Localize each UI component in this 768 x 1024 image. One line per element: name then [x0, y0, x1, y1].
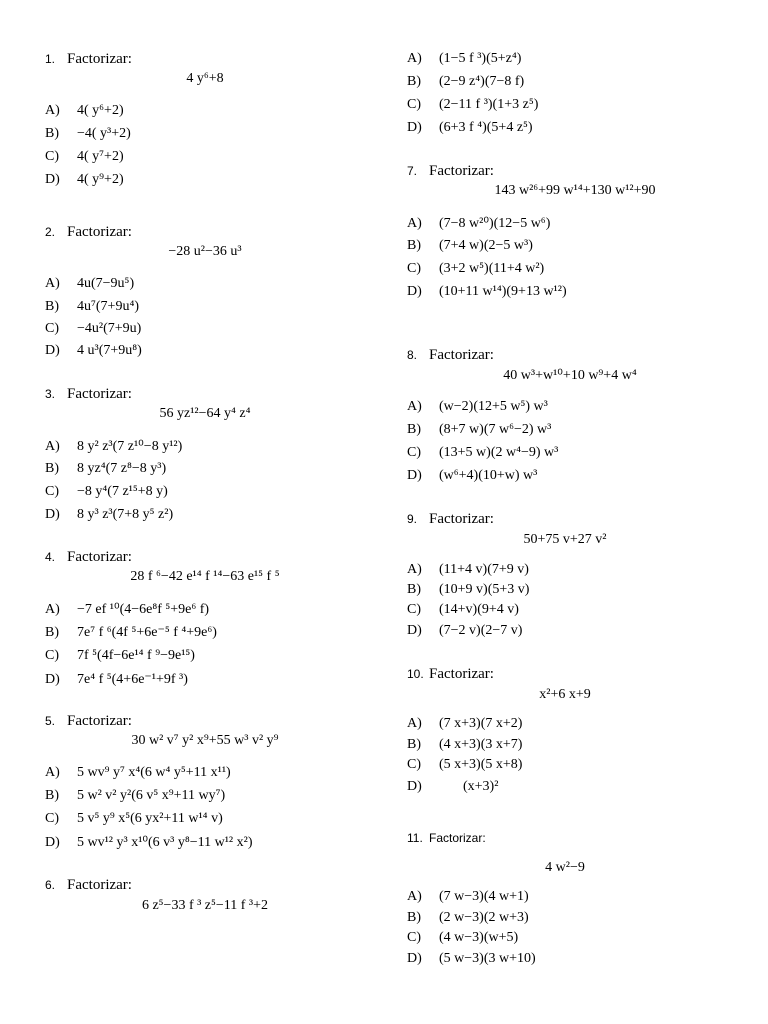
question-number: 2. — [45, 225, 56, 239]
option-expression: (2 w−3)(2 w+3) — [439, 910, 529, 925]
option-expression: (7+4 w)(2−5 w³) — [439, 238, 533, 253]
option-letter: A) — [45, 765, 60, 780]
option-a[interactable] — [407, 51, 521, 67]
option-a[interactable] — [407, 716, 522, 732]
option-letter: B) — [407, 910, 421, 925]
option-expression: (1−5 f ³)(5+z⁴) — [439, 51, 522, 66]
option-expression: (13+5 w)(2 w⁴−9) w³ — [439, 445, 559, 460]
option-b[interactable] — [407, 238, 533, 254]
option-expression: 8 yz⁴(7 z⁸−8 y³) — [77, 461, 167, 476]
option-letter: A) — [407, 216, 422, 231]
option-d[interactable] — [407, 951, 536, 967]
option-expression: (5 w−3)(3 w+10) — [439, 951, 536, 966]
question-prompt: Factorizar: — [67, 51, 132, 67]
question-number: 4. — [45, 550, 56, 564]
option-letter: B) — [45, 126, 59, 141]
question-header — [45, 386, 132, 403]
option-expression: (6+3 f ⁴)(5+4 z⁵) — [439, 120, 533, 135]
option-expression: 5 w² v² y²(6 v⁵ x⁹+11 wy⁷) — [77, 788, 226, 803]
option-expression: (2−11 f ³)(1+3 z⁵) — [439, 97, 539, 112]
option-b[interactable] — [407, 910, 529, 926]
question-header — [45, 51, 132, 68]
option-expression: (14+v)(9+4 v) — [439, 602, 519, 617]
option-d[interactable] — [45, 671, 188, 688]
problem-expression: −28 u²−36 u³ — [168, 244, 242, 259]
option-a[interactable] — [45, 276, 134, 292]
option-letter: D) — [45, 172, 60, 187]
question-prompt: Factorizar: — [429, 163, 494, 179]
option-expression: (10+11 w¹⁴)(9+13 w¹²) — [439, 284, 567, 299]
option-expression: 7e⁷ f ⁶(4f ⁵+6e⁻⁵ f ⁴+9e⁶) — [77, 625, 217, 640]
option-letter: D) — [407, 120, 422, 135]
option-expression: (7 w−3)(4 w+1) — [439, 889, 529, 904]
question-prompt: Factorizar: — [67, 713, 132, 729]
option-letter: C) — [407, 261, 421, 276]
option-letter: D) — [407, 951, 422, 966]
problem-expression: 143 w²⁶+99 w¹⁴+130 w¹²+90 — [494, 183, 656, 198]
option-expression: 5 wv¹² y³ x¹⁰(6 v³ y⁸−11 w¹² x²) — [77, 835, 253, 850]
question-prompt: Factorizar: — [67, 549, 132, 565]
question-prompt: Factorizar: — [429, 831, 486, 845]
option-c[interactable] — [407, 757, 522, 773]
option-a[interactable] — [45, 438, 182, 455]
option-expression: 4u⁷(7+9u⁴) — [77, 299, 139, 314]
question-header — [45, 877, 132, 894]
option-letter: C) — [407, 445, 421, 460]
question-number: 9. — [407, 512, 418, 526]
question-number: 1. — [45, 52, 56, 66]
option-letter: D) — [45, 507, 60, 522]
option-expression: 4 u³(7+9u⁸) — [77, 343, 142, 358]
option-d[interactable] — [45, 343, 142, 359]
option-expression: (7−2 v)(2−7 v) — [439, 623, 523, 638]
question-prompt: Factorizar: — [67, 877, 132, 893]
option-b[interactable] — [407, 422, 551, 438]
question-header — [407, 347, 494, 364]
option-letter: A) — [45, 103, 60, 118]
question-header — [407, 163, 494, 180]
option-c[interactable] — [407, 445, 558, 461]
option-letter: A) — [45, 439, 60, 454]
question-header — [45, 713, 132, 730]
option-expression: 7f ⁵(4f−6e¹⁴ f ⁹−9e¹⁵) — [77, 648, 195, 663]
question-header — [407, 511, 494, 528]
option-expression: (4 x+3)(3 x+7) — [439, 737, 523, 752]
option-d[interactable] — [407, 623, 522, 639]
option-a[interactable] — [407, 215, 550, 232]
option-b[interactable] — [45, 461, 166, 477]
option-expression: 8 y³ z³(7+8 y⁵ z²) — [77, 507, 174, 522]
option-expression: −8 y⁴(7 z¹⁵+8 y) — [77, 484, 168, 499]
problem-expression: 50+75 v+27 v² — [523, 532, 607, 547]
option-letter: C) — [407, 930, 421, 945]
option-expression: (7−8 w²⁰)(12−5 w⁶) — [439, 216, 551, 231]
option-expression: (8+7 w)(7 w⁶−2) w³ — [439, 422, 552, 437]
option-letter: A) — [45, 602, 60, 617]
option-c[interactable] — [45, 811, 223, 827]
option-letter: C) — [45, 149, 59, 164]
problem-expression: 28 f ⁶−42 e¹⁴ f ¹⁴−63 e¹⁵ f ⁵ — [130, 569, 280, 584]
option-letter: C) — [407, 602, 421, 617]
option-letter: B) — [407, 737, 421, 752]
problem-expression: 30 w² v⁷ y² x⁹+55 w³ v² y⁹ — [131, 733, 279, 748]
option-a[interactable] — [45, 765, 231, 781]
option-expression: (w⁶+4)(10+w) w³ — [439, 468, 538, 483]
option-d[interactable] — [45, 507, 173, 523]
option-expression: (7 x+3)(7 x+2) — [439, 716, 523, 731]
option-letter: A) — [407, 716, 422, 731]
option-b[interactable] — [407, 582, 529, 598]
problem-expression: 4 y⁶+8 — [186, 71, 224, 86]
option-letter: C) — [45, 321, 59, 336]
option-letter: B) — [45, 461, 59, 476]
option-letter: D) — [45, 835, 60, 850]
question-number: 3. — [45, 387, 56, 401]
option-letter: A) — [407, 889, 422, 904]
option-a[interactable] — [407, 562, 529, 578]
question-number: 10. — [407, 667, 424, 681]
option-expression: 4u(7−9u⁵) — [77, 276, 135, 291]
question-prompt: Factorizar: — [429, 511, 494, 527]
option-b[interactable] — [45, 788, 225, 804]
option-b[interactable] — [45, 126, 131, 142]
option-b[interactable] — [407, 737, 522, 753]
option-c[interactable] — [45, 149, 124, 165]
option-expression: 5 wv⁹ y⁷ x⁴(6 w⁴ y⁵+11 x¹¹) — [77, 765, 231, 780]
question-prompt: Factorizar: — [429, 347, 494, 363]
option-d[interactable] — [45, 172, 124, 188]
option-expression: (11+4 v)(7+9 v) — [439, 562, 529, 577]
option-d[interactable] — [407, 468, 537, 484]
option-letter: C) — [407, 97, 421, 112]
option-letter: D) — [45, 343, 60, 358]
problem-expression: x²+6 x+9 — [539, 687, 591, 702]
option-d[interactable] — [407, 284, 567, 300]
option-c[interactable] — [407, 97, 538, 113]
option-letter: B) — [407, 238, 421, 253]
option-letter: A) — [407, 51, 422, 66]
option-letter: A) — [407, 399, 422, 414]
option-a[interactable] — [45, 601, 209, 618]
question-number: 7. — [407, 164, 418, 178]
option-expression: −4u²(7+9u) — [77, 321, 142, 336]
option-expression: (2−9 z⁴)(7−8 f) — [439, 74, 525, 89]
option-letter: B) — [407, 74, 421, 89]
option-expression: (10+9 v)(5+3 v) — [439, 582, 530, 597]
option-letter: B) — [407, 582, 421, 597]
option-c[interactable] — [45, 484, 168, 500]
option-b[interactable] — [407, 74, 524, 90]
option-expression: 7e⁴ f ⁵(4+6e⁻¹+9f ³) — [77, 672, 188, 687]
problem-expression: 6 z⁵−33 f ³ z⁵−11 f ³+2 — [141, 898, 269, 913]
option-c[interactable] — [407, 602, 519, 618]
question-header — [45, 549, 132, 566]
option-a[interactable] — [407, 399, 548, 415]
problem-expression: 40 w³+w¹⁰+10 w⁹+4 w⁴ — [503, 368, 637, 383]
option-letter: A) — [45, 276, 60, 291]
option-letter: B) — [45, 788, 59, 803]
option-letter: C) — [45, 648, 59, 663]
option-c[interactable] — [407, 930, 518, 946]
option-letter: A) — [407, 562, 422, 577]
question-prompt: Factorizar: — [67, 224, 132, 240]
question-number: 11. — [407, 831, 423, 845]
option-letter: C) — [407, 757, 421, 772]
option-expression: (3+2 w⁵)(11+4 w²) — [439, 261, 545, 276]
problem-expression: 4 w²−9 — [545, 860, 585, 875]
question-header — [407, 666, 494, 683]
question-header — [407, 831, 486, 847]
option-letter: C) — [45, 484, 59, 499]
option-b[interactable] — [45, 624, 217, 641]
option-d[interactable] — [45, 834, 253, 851]
problem-expression: 56 yz¹²−64 y⁴ z⁴ — [159, 406, 251, 421]
question-number: 6. — [45, 878, 56, 892]
option-expression: (4 w−3)(w+5) — [439, 930, 519, 945]
option-a[interactable] — [407, 889, 529, 905]
option-c[interactable] — [407, 261, 544, 277]
option-d[interactable] — [407, 120, 533, 136]
option-letter: B) — [407, 422, 421, 437]
option-expression: 4( y⁹+2) — [77, 172, 124, 187]
option-letter: D) — [407, 284, 422, 299]
option-c[interactable] — [45, 648, 195, 664]
question-number: 5. — [45, 714, 56, 728]
option-expression: (w−2)(12+5 w⁵) w³ — [439, 399, 548, 414]
option-letter: B) — [45, 625, 59, 640]
option-letter: C) — [45, 811, 59, 826]
option-expression: (5 x+3)(5 x+8) — [439, 757, 523, 772]
option-letter: D) — [407, 779, 422, 794]
option-a[interactable] — [45, 103, 124, 119]
option-b[interactable] — [45, 299, 139, 315]
option-d[interactable] — [407, 779, 498, 795]
option-expression: 4( y⁷+2) — [77, 149, 124, 164]
question-prompt: Factorizar: — [67, 386, 132, 402]
question-prompt: Factorizar: — [429, 666, 494, 682]
option-letter: B) — [45, 299, 59, 314]
option-expression: −7 ef ¹⁰(4−6e⁸f ⁵+9e⁶ f) — [77, 602, 210, 617]
option-expression: 5 v⁵ y⁹ x⁵(6 yx²+11 w¹⁴ v) — [77, 811, 223, 826]
option-letter: D) — [407, 623, 422, 638]
option-expression: 8 y² z³(7 z¹⁰−8 y¹²) — [77, 439, 183, 454]
option-expression: (x+3)² — [463, 779, 499, 794]
question-header — [45, 224, 132, 241]
option-letter: D) — [407, 468, 422, 483]
option-expression: −4( y³+2) — [77, 126, 131, 141]
option-c[interactable] — [45, 321, 141, 337]
question-number: 8. — [407, 348, 418, 362]
option-expression: 4( y⁶+2) — [77, 103, 124, 118]
option-letter: D) — [45, 672, 60, 687]
